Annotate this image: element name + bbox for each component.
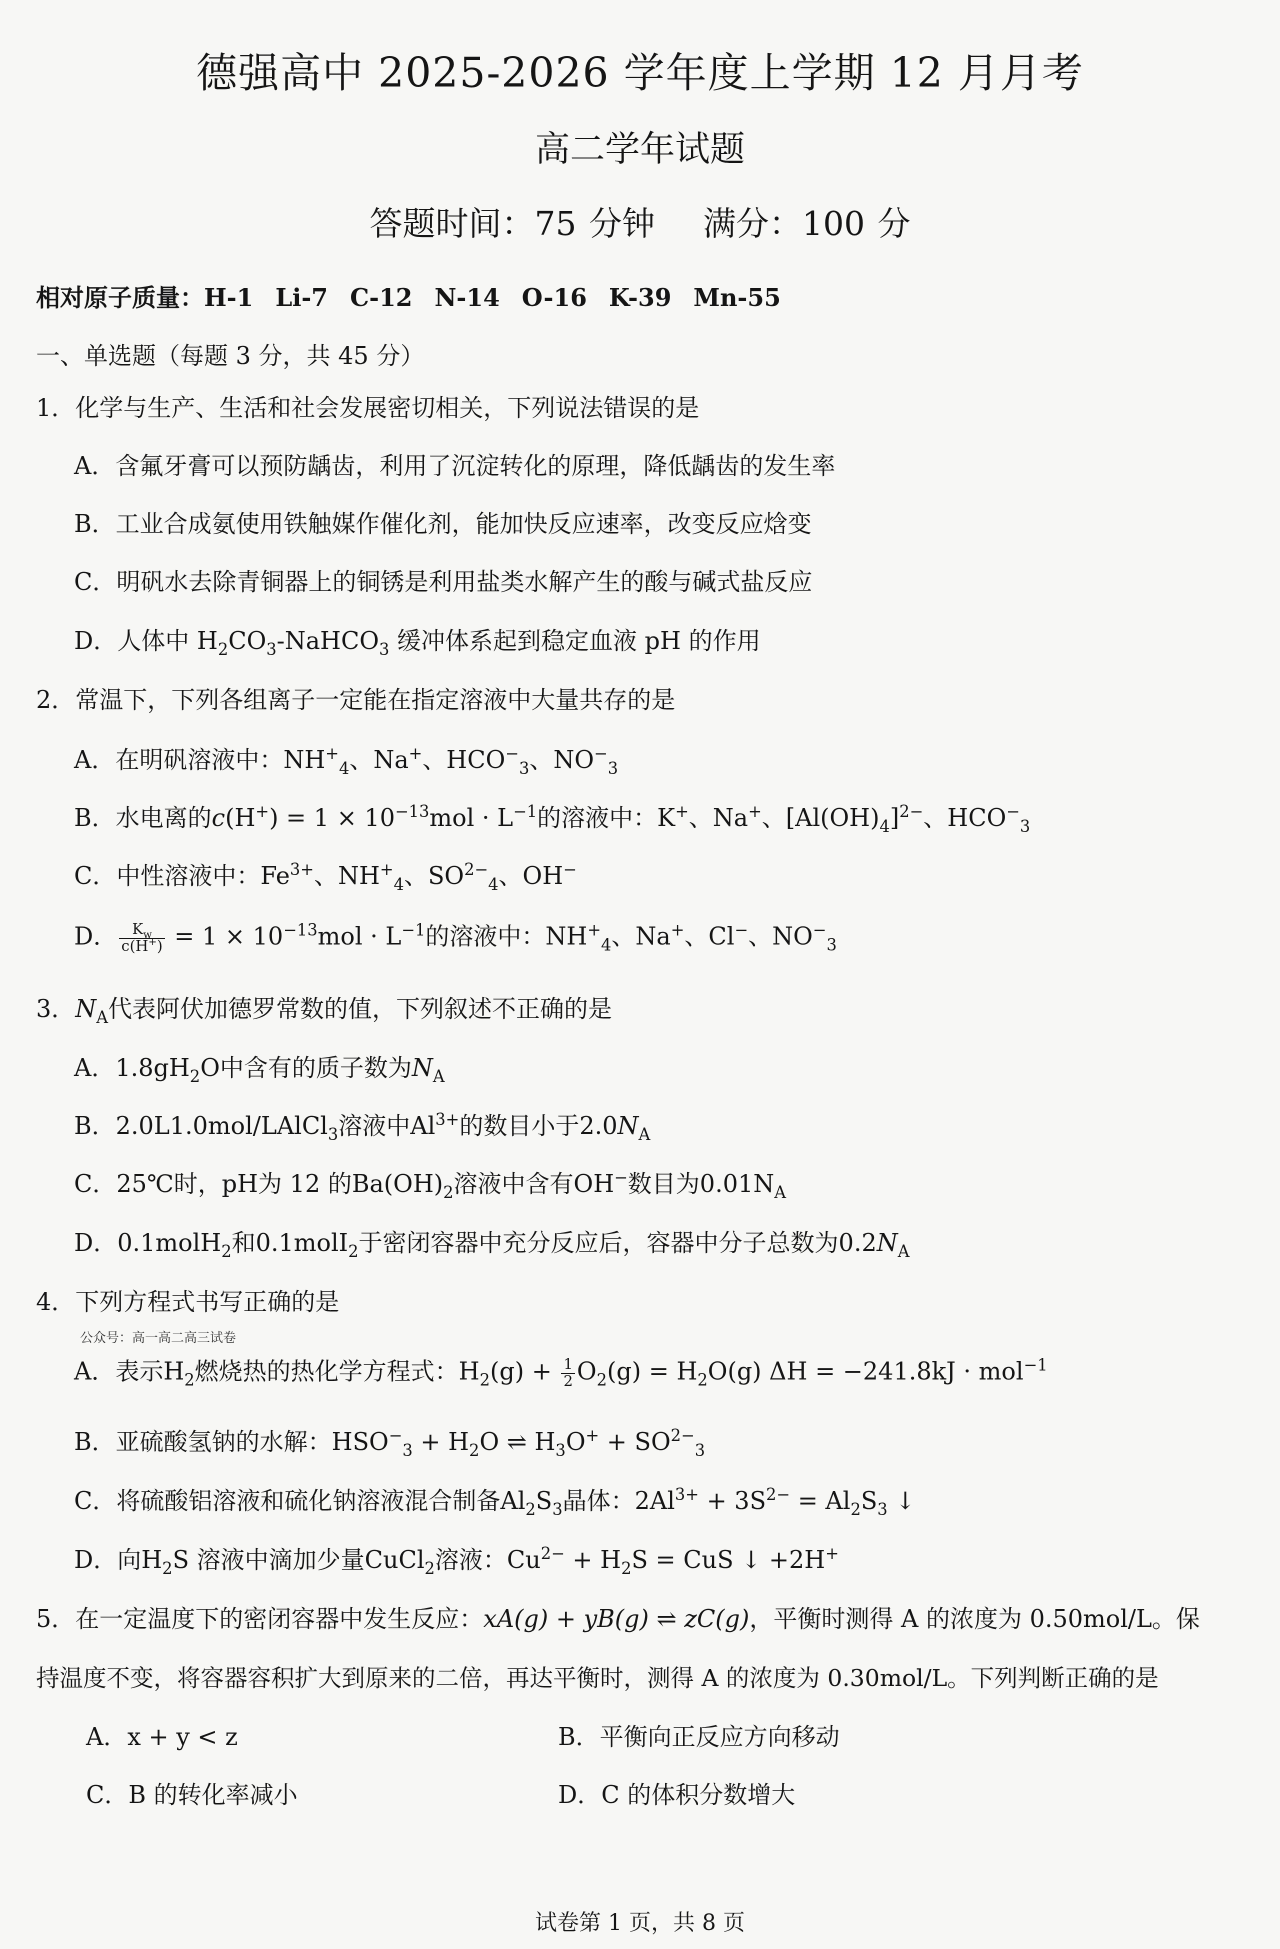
question-4-option-d: D．向$H_2S$ 溶液中滴加少量CuCl$_2$溶液：$Cu^{2-} + H_2S$ = CuS ↓ +2H+: [74, 1544, 839, 1578]
question-4-option-b: B．亚硫酸氢钠的水解：$HSO^-_3 + H_2O$ ⇌ $H_3O^+ + SO^{2-}_3$: [74, 1426, 706, 1460]
mass-item: H-1: [204, 283, 254, 312]
question-1-option-a: A．含氟牙膏可以预防龋齿，利用了沉淀转化的原理，降低龋齿的发生率: [74, 452, 836, 480]
question-3-stem: 3．$N_A$代表阿伏加德罗常数的值，下列叙述不正确的是: [36, 995, 613, 1027]
question-3-option-c: C．25℃时，pH为 12 的$Ba(OH)_2$溶液中含有OH−数目为$0.01N_A$: [74, 1168, 787, 1202]
question-2-option-d: D． $\frac{K_w}{c(H^+)}$ = $1 \times 10^{-13}mol \cdot L^{-1}$的溶液中：$NH^+_4$、Na+、Cl−、$NO^-_3$: [74, 920, 837, 955]
question-2-option-b: B．水电离的$c(H^+) = 1 \times 10^{-13}mol \cdot L^{-1}$的溶液中：K+、Na+、$[Al(OH)_4]^{2-}$、$HCO^-_3$: [74, 802, 1031, 836]
mass-item: O-16: [521, 283, 587, 312]
question-4-option-c: C．将硫酸铝溶液和硫化钠溶液混合制备$Al_2S_3$晶体：$2Al^{3+} + 3S^{2-} = Al_2S_3$ ↓: [74, 1485, 916, 1519]
question-4-stem: 4．下列方程式书写正确的是: [36, 1288, 340, 1316]
atomic-masses-label: 相对原子质量：: [36, 283, 204, 312]
mass-item: Mn-55: [693, 283, 781, 312]
question-5-option-d: D．C 的体积分数增大: [558, 1781, 796, 1809]
question-2-option-a: A．在明矾溶液中：$NH^+_4$、Na+、$HCO^-_3$、$NO^-_3$: [74, 744, 619, 778]
question-1-option-d: D．人体中 $H_2CO_3-NaHCO_3$ 缓冲体系起到稳定血液 pH 的作用: [74, 627, 761, 659]
question-5-stem-line2: 持温度不变，将容器容积扩大到原来的二倍，再达平衡时，测得 A 的浓度为 0.30mol/L。下列判断正确的是: [36, 1664, 1159, 1692]
page-footer: 试卷第 1 页，共 8 页: [535, 1911, 745, 1936]
question-3-option-d: D．0.1molH$_2$和0.1molI$_2$于密闭容器中充分反应后，容器中分子总数为$0.2N_A$: [74, 1229, 910, 1261]
section-heading: 一、单选题（每题 3 分，共 45 分）: [36, 342, 425, 370]
mass-item: Li-7: [275, 283, 328, 312]
time-text: 答题时间：75 分钟: [369, 204, 655, 243]
kw-fraction: $\frac{K_w}{c(H^+)}$: [121, 920, 163, 955]
question-5-option-c: C．B 的转化率减小: [86, 1781, 298, 1809]
question-3-option-b: B．2.0L1.0mol/LAlCl$_3$溶液中$Al^{3+}$的数目小于$2.0N_A$: [74, 1110, 651, 1144]
question-1-option-c: C．明矾水去除青铜器上的铜锈是利用盐类水解产生的酸与碱式盐反应: [74, 568, 813, 596]
question-2-stem: 2．常温下，下列各组离子一定能在指定溶液中大量共存的是: [36, 686, 676, 714]
exam-title: 德强高中 2025-2026 学年度上学期 12 月月考: [196, 49, 1084, 97]
score-text: 满分：100 分: [703, 204, 911, 243]
question-5-option-b: B．平衡向正反应方向移动: [558, 1723, 840, 1751]
mass-item: N-14: [434, 283, 500, 312]
watermark-note: 公众号：高一高二高三试卷: [80, 1331, 237, 1346]
half-fraction: $\frac{1}{2}$: [563, 1355, 573, 1390]
mass-item: C-12: [350, 283, 413, 312]
question-3-option-a: A．$1.8gH_2O$中含有的质子数为$N_A$: [74, 1054, 445, 1086]
question-5-stem-line1: 5．在一定温度下的密闭容器中发生反应：xA(g) + yB(g) ⇌ zC(g)，平衡时测得 A 的浓度为 0.50mol/L。保: [36, 1605, 1200, 1633]
question-4-option-a: A．表示$H_2$燃烧热的热化学方程式：$H_2(g)$ + $\frac{1}{2}$ $O_2(g) = H_2O(g) \Delta H = -241.8kJ \cdot mol^{-1}$: [74, 1355, 1048, 1390]
question-5-option-a: A．x + y < z: [86, 1723, 238, 1751]
exam-time-info: [0, 198, 1280, 245]
mass-item: K-39: [608, 283, 672, 312]
question-2-option-c: C．中性溶液中：$Fe^{3+}$、$NH^+_4$、$SO^{2-}_4$、OH−: [74, 860, 577, 894]
question-1-option-b: B．工业合成氨使用铁触媒作催化剂，能加快反应速率，改变反应焓变: [74, 510, 812, 538]
question-1-stem: 1．化学与生产、生活和社会发展密切相关，下列说法错误的是: [36, 394, 700, 422]
atomic-masses: [36, 278, 781, 313]
exam-subtitle: 高二学年试题: [534, 130, 745, 170]
